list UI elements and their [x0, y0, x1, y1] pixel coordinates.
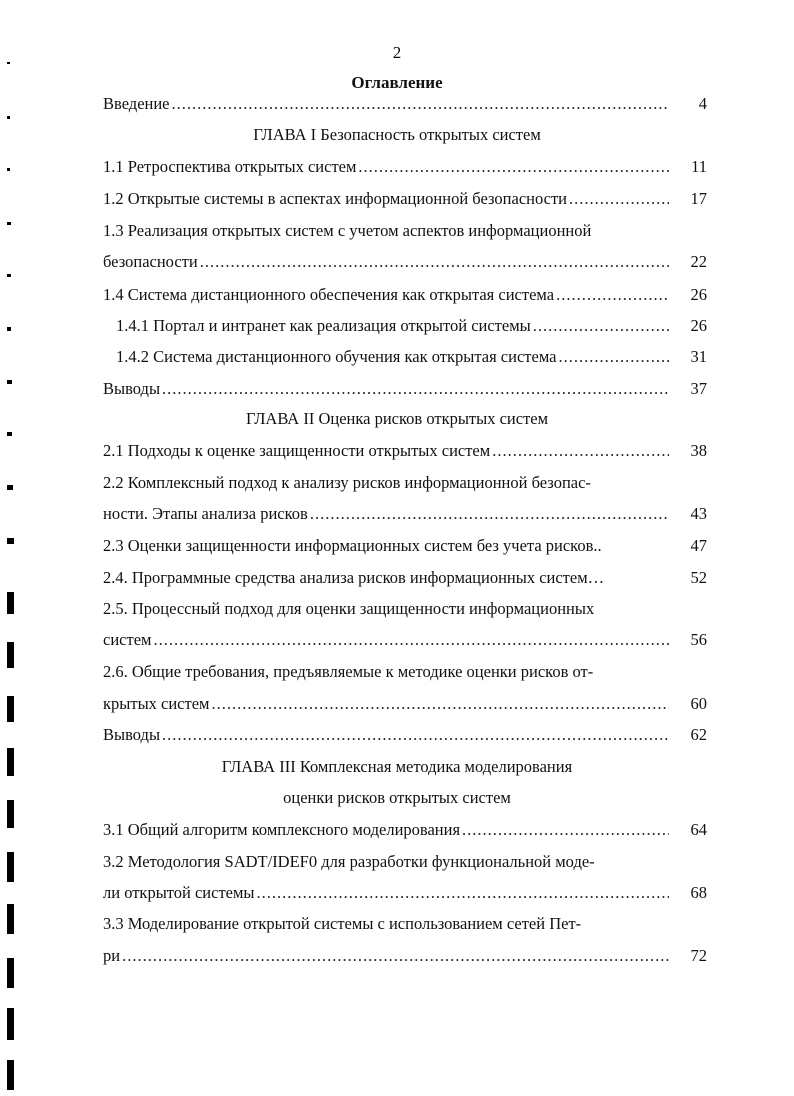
- toc-entry-3-3[interactable]: [103, 943, 707, 969]
- toc-entry-page: 11: [691, 157, 707, 176]
- toc-entry-text: крытых систем: [103, 694, 210, 713]
- toc-entry-text: 1.4.1 Портал и интранет как реализация открытой системы: [116, 316, 531, 335]
- dot-leader: [556, 282, 669, 308]
- toc-entry-text: ли открытой системы: [103, 883, 255, 902]
- dot-leader: [200, 249, 669, 275]
- toc-entry-2-5[interactable]: [103, 627, 707, 653]
- toc-entry-text: Выводы: [103, 379, 161, 398]
- toc-entry-page: 60: [690, 694, 707, 713]
- toc-entry-page: 26: [690, 285, 707, 304]
- toc-entry-introduction[interactable]: [103, 91, 707, 117]
- binding-mark: [7, 852, 14, 882]
- toc-entry-page: 56: [690, 630, 707, 649]
- binding-mark: [7, 327, 11, 331]
- toc-entry-conclusions-1[interactable]: [103, 376, 707, 402]
- toc-entry-1-1[interactable]: [103, 154, 707, 180]
- toc-entry-page: 68: [690, 883, 707, 902]
- toc-entry-page: 22: [690, 252, 707, 271]
- toc-entry-1-3-line-1[interactable]: 1.3 Реализация открытых систем с учетом аспектов информационной: [103, 221, 592, 240]
- toc-entry-page: 37: [690, 379, 707, 398]
- dot-leader: [533, 313, 669, 339]
- toc-entry-page: 31: [690, 347, 707, 366]
- toc-entry-2-6[interactable]: [103, 691, 707, 717]
- binding-mark: [7, 168, 10, 171]
- toc-entry-2-2[interactable]: [103, 501, 707, 527]
- dot-leader: [310, 501, 669, 527]
- toc-entry-text: 3.1 Общий алгоритм комплексного моделирования: [103, 820, 461, 839]
- toc-entry-text: Выводы: [103, 725, 161, 744]
- toc-entry-text: 2.3 Оценки защищенности информационных систем без учета рисков..: [103, 536, 602, 555]
- dot-leader: [122, 943, 669, 969]
- dot-leader: [462, 817, 669, 843]
- toc-entry-2-1[interactable]: [103, 438, 707, 464]
- toc-entry-page: 47: [690, 536, 707, 555]
- binding-marks: [0, 0, 20, 1096]
- dot-leader: [153, 627, 669, 653]
- toc-entry-text: безопасности: [103, 252, 198, 271]
- toc-entry-2-4[interactable]: [103, 565, 707, 591]
- dot-leader: [358, 154, 669, 180]
- toc-entry-1-3[interactable]: [103, 249, 707, 275]
- binding-mark: [7, 1008, 14, 1040]
- toc-entry-3-1[interactable]: [103, 817, 707, 843]
- toc-entry-page: 64: [690, 820, 707, 839]
- toc-entry-2-6-line-1[interactable]: 2.6. Общие требования, предъявляемые к методике оценки рисков от-: [103, 662, 594, 681]
- toc-entry-2-5-line-1[interactable]: 2.5. Процессный подход для оценки защищенности информационных: [103, 599, 595, 618]
- toc-entry-page: 17: [690, 189, 707, 208]
- dot-leader: [172, 91, 669, 117]
- toc-entry-3-2-line-1[interactable]: 3.2 Методология SADT/IDEF0 для разработки функциональной моде-: [103, 852, 595, 871]
- dot-leader: [558, 344, 669, 370]
- toc-entry-text: 1.1 Ретроспектива открытых систем: [103, 157, 357, 176]
- toc-entry-text: ри: [103, 946, 121, 965]
- dot-leader: [162, 376, 669, 402]
- toc-entry-text: 2.1 Подходы к оценке защищенности открытых систем: [103, 441, 491, 460]
- binding-mark: [7, 538, 14, 544]
- binding-mark: [7, 116, 10, 119]
- toc-entry-page: 4: [698, 94, 707, 113]
- toc-entry-3-2[interactable]: [103, 880, 707, 906]
- chapter-3-heading: ГЛАВА III Комплексная методика моделирования: [221, 757, 573, 776]
- toc-entry-1-4[interactable]: [103, 282, 707, 308]
- chapter-3-heading-line-2: оценки рисков открытых систем: [283, 788, 511, 807]
- chapter-2-heading: ГЛАВА II Оценка рисков открытых систем: [245, 409, 549, 428]
- toc-entry-page: 62: [690, 725, 707, 744]
- toc-entry-page: 26: [690, 316, 707, 335]
- binding-mark: [7, 592, 14, 614]
- toc-entry-text: ности. Этапы анализа рисков: [103, 504, 308, 523]
- binding-mark: [7, 432, 12, 436]
- toc-entry-page: 43: [690, 504, 707, 523]
- toc-entry-conclusions-2[interactable]: [103, 722, 707, 748]
- dot-leader: [257, 880, 669, 906]
- binding-mark: [7, 1060, 14, 1090]
- toc-entry-2-3[interactable]: [103, 533, 707, 559]
- dot-leader: [211, 691, 669, 717]
- dot-leader: [569, 186, 669, 212]
- binding-mark: [7, 696, 14, 722]
- toc-entry-page: 72: [690, 946, 707, 965]
- toc-entry-3-3-line-1[interactable]: 3.3 Моделирование открытой системы с использованием сетей Пет-: [103, 914, 582, 933]
- toc-title: Оглавление: [351, 73, 443, 92]
- toc-entry-page: 38: [690, 441, 707, 460]
- toc-entry-text: 2.4. Программные средства анализа рисков информационных систем…: [103, 568, 605, 587]
- binding-mark: [7, 485, 13, 490]
- binding-mark: [7, 380, 12, 384]
- chapter-1-heading: ГЛАВА I Безопасность открытых систем: [253, 125, 541, 144]
- toc-entry-text: 1.4.2 Система дистанционного обучения как открытая система: [116, 347, 557, 366]
- toc-entry-2-2-line-1[interactable]: 2.2 Комплексный подход к анализу рисков информационной безопас-: [103, 473, 591, 492]
- binding-mark: [7, 904, 14, 934]
- binding-mark: [7, 642, 14, 668]
- toc-entry-1-2[interactable]: [103, 186, 707, 212]
- toc-entry-text: 1.2 Открытые системы в аспектах информационной безопасности: [103, 189, 567, 208]
- binding-mark: [7, 958, 14, 988]
- binding-mark: [7, 222, 11, 225]
- toc-entry-text: систем: [103, 630, 152, 649]
- dot-leader: [492, 438, 669, 464]
- toc-entry-page: 52: [690, 568, 707, 587]
- toc-entry-text: 1.4 Система дистанционного обеспечения как открытая система: [103, 285, 555, 304]
- toc-entry-1-4-1[interactable]: [116, 313, 707, 339]
- toc-entry-text: Введение: [103, 94, 170, 113]
- binding-mark: [7, 274, 11, 277]
- dot-leader: [162, 722, 669, 748]
- page-number: 2: [392, 43, 402, 62]
- toc-entry-1-4-2[interactable]: [116, 344, 707, 370]
